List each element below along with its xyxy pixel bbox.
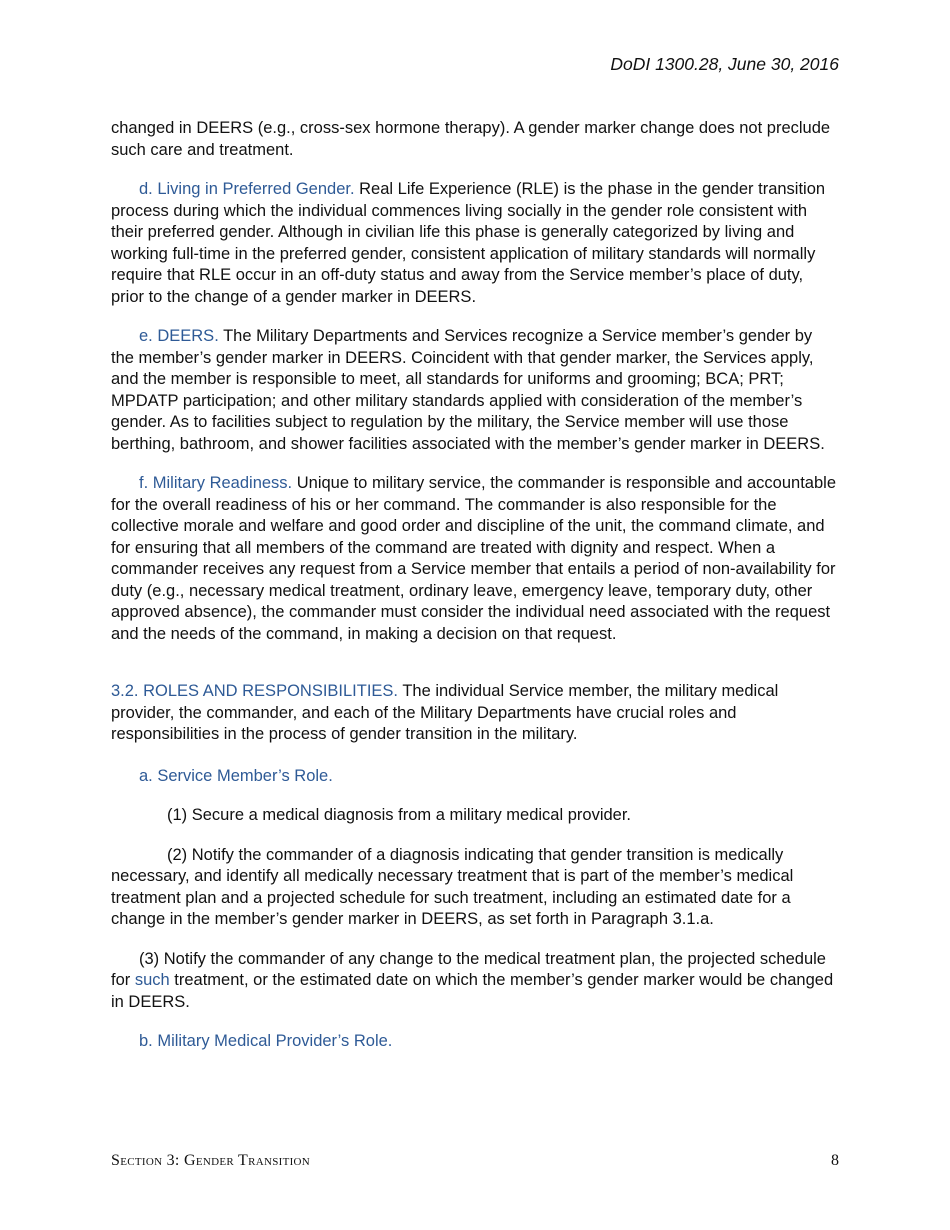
section-3-2-heading: 3.2. ROLES AND RESPONSIBILITIES. <box>111 682 399 700</box>
item-a1: (1) Secure a medical diagnosis from a military medical provider. <box>167 806 632 824</box>
paragraph-f-text: Unique to military service, the commander is responsible and accountable for the overall readiness of his or her command. The commander is also responsible for the collective morale and welfare and good order and discipline of the unit, the command climate, and for ensuring that all members of the command are treated with dignity and respect. When a commander receives any request from a Service member that entails a period of non-availability for duty (e.g., necessary medical treatment, ordinary leave, emergency leave, temporary duty, other approved absence), the commander must consider the individual need associated with the request and the needs of the command, in making a decision on that request. <box>111 474 836 643</box>
item-a3 <box>111 949 838 1014</box>
page-footer <box>111 1152 839 1170</box>
footer-section-title: Section 3: Gender Transition <box>111 1152 311 1169</box>
paragraph-f-heading: f. Military Readiness. <box>139 474 293 492</box>
paragraph-e-text: The Military Departments and Services recognize a Service member’s gender by the member’s gender marker in DEERS. Coincident with that gender marker, the Services apply, and the member is responsible to meet, all standards for uniforms and grooming; BCA; PRT; MPDATP participation; and other military standards applied with consideration of the member’s gender. As to facilities subject to regulation by the military, the Service member will use those berthing, bathroom, and shower facilities associated with the member’s gender marker in DEERS. <box>111 327 825 453</box>
paragraph-d <box>111 179 838 308</box>
item-a3-such: such <box>134 971 170 989</box>
item-a2: (2) Notify the commander of a diagnosis indicating that gender transition is medically necessary, and identify all medically necessary treatment that is part of the member’s medical treatment plan and a projected schedule for such treatment, including an estimated date for a change in the member’s gender marker in DEERS, as set forth in Paragraph 3.1.a. <box>111 845 794 928</box>
page-number: 8 <box>831 1152 839 1169</box>
paragraph-e-heading: e. DEERS. <box>139 327 219 345</box>
service-member-role-heading: a. Service Member’s Role. <box>139 766 333 785</box>
section-3-2-text: The individual Service member, the military medical provider, the commander, and each of the Military Departments have crucial roles and responsibilities in the process of gender transition in the military. <box>111 682 779 743</box>
paragraph-e <box>111 326 838 455</box>
continuation-paragraph: changed in DEERS (e.g., cross-sex hormone therapy). A gender marker change does not preclude such care and treatment. <box>111 119 831 159</box>
paragraph-d-text: Real Life Experience (RLE) is the phase in the gender transition process during which the individual commences living socially in the gender role consistent with their preferred gender. Although in civilian life this phase is generally categorized by living and working full-time in the preferred gender, consistent application of military standards will normally require that RLE occur in an off-duty status and away from the Service member’s place of duty, prior to the change of a gender marker in DEERS. <box>111 180 826 306</box>
item-a3-text-post: treatment, or the estimated date on which the member’s gender marker would be changed in DEERS. <box>111 971 834 1011</box>
document-body <box>111 118 838 1071</box>
item-a3-text-pre: (3) Notify the commander of any change to the medical treatment plan, the projected schedule for <box>111 949 826 989</box>
paragraph-f <box>111 473 838 645</box>
medical-provider-role-heading: b. Military Medical Provider’s Role. <box>139 1032 393 1050</box>
document-reference-header: DoDI 1300.28, June 30, 2016 <box>610 54 839 74</box>
paragraph-d-heading: d. Living in Preferred Gender. <box>139 180 355 198</box>
section-3-2 <box>111 681 838 746</box>
